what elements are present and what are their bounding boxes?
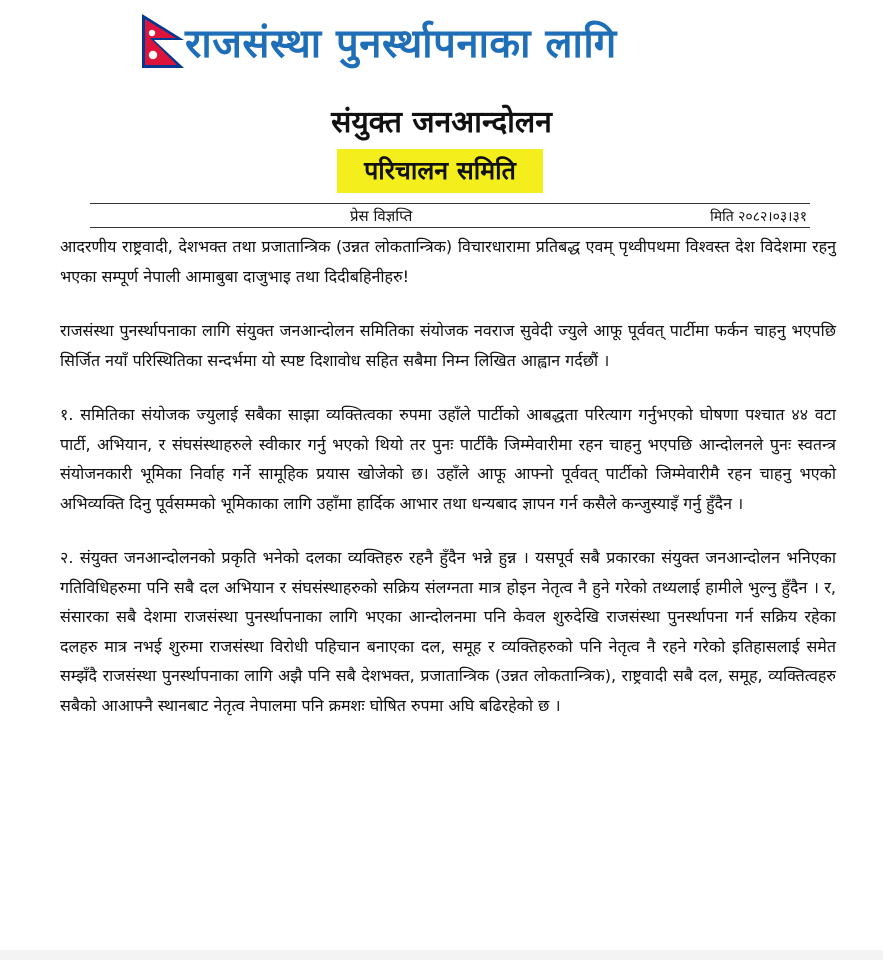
top-divider (90, 203, 810, 204)
org-title: राजसंस्था पुनर्स्थापनाका लागि (185, 21, 617, 67)
point-1-paragraph: १. समितिका संयोजक ज्युलाई सबैका साझा व्यक्तित्वका रुपमा उहाँले पार्टीको आबद्धता परित्याग गर्नुभएको घोषणा पश्चात ४४ वटा पार्टी, अभियान, र संघसंस्थाहरुले स्वीकार गर्नु भएको थियो तर पुनः पार्टीकै जिम्मेवारीमा रहन चाहनु भएपछि आन्दोलनले पुनः स्वतन्त्र संयोजनकारी भूमिका निर्वाह गर्ने सामूहिक प्रयास खोजेको छ। उहाँले आफू आफ्नो पूर्ववत् पार्टीको जिम्मेवारीमै रहन चाहनु भएको अभिव्यक्ति दिनु पूर्वसम्मको भूमिकाका लागि उहाँमा हार्दिक आभार तथा धन्यबाद ज्ञापन गर्न कसैले कन्जुस्याइँ गर्नु हुँदैन । (60, 405, 836, 513)
intro-paragraph: राजसंस्था पुनर्स्थापनाका लागि संयुक्त जनआन्दोलन समितिका संयोजक नवराज सुवेदी ज्युले आफू पूर्ववत् पार्टीमा फर्कन चाहनु भएपछि सिर्जित नयाँ परिस्थितिका सन्दर्भमा यो स्पष्ट दिशावोध सहित सबैमा निम्न लिखित आह्वान गर्दछौं । (60, 321, 836, 370)
date-label: मिति २०८२।०३।३१ (710, 209, 807, 225)
committee-title: परिचालन समिति (337, 149, 543, 193)
press-release-label: प्रेस विज्ञप्ति (350, 207, 413, 225)
salutation-paragraph: आदरणीय राष्ट्रवादी, देशभक्त तथा प्रजातान्त्रिक (उन्नत लोकतान्त्रिक) विचारधारामा प्रतिबद्ध एवम् पृथ्वीपथमा विश्वस्त देश विदेशमा रहनु भएका सम्पूर्ण नेपाली आमाबुबा दाजुभाइ तथा दिदीबहिनीहरु! (60, 237, 836, 286)
letterhead (0, 0, 883, 225)
bottom-divider (90, 227, 810, 228)
release-body (60, 232, 836, 720)
nepal-flag-icon (140, 12, 188, 70)
movement-title: संयुक्त जनआन्दोलन (331, 105, 552, 140)
bottom-strip (0, 950, 883, 960)
point-2-paragraph: २. संयुक्त जनआन्दोलनको प्रकृति भनेको दलका व्यक्तिहरु रहनै हुँदैन भन्ने हुन्न । यसपूर्व सबै प्रकारका संयुक्त जनआन्दोलन भनिएका गतिविधिहरुमा पनि सबै दल अभियान र संघसंस्थाहरुको सक्रिय संलग्नता मात्र होइन नेतृत्व नै हुने गरेको तथ्यलाई हामीले भुल्नु हुँदैन । र, संसारका सबै देशमा राजसंस्था पुनर्स्थापनाका लागि भएका आन्दोलनमा पनि केवल शुरुदेखि राजसंस्था पुनर्स्थापना गर्न सक्रिय रहेका दलहरु मात्र नभई शुरुमा राजसंस्था विरोधी पहिचान बनाएका दल, समूह र व्यक्तिहरुको पनि नेतृत्व नै रहने गरेको इतिहासलाई समेत सम्झँदै राजसंस्था पुनर्स्थापनाका लागि अझै पनि सबै देशभक्त, प्रजातान्त्रिक (उन्नत लोकतान्त्रिक), राष्ट्रवादी सबै दल, समूह, व्यक्तित्वहरु सबैको आआफ्नै स्थानबाट नेतृत्व नेपालमा पनि क्रमशः घोषित रुपमा अघि बढिरहेको छ । (60, 548, 836, 715)
